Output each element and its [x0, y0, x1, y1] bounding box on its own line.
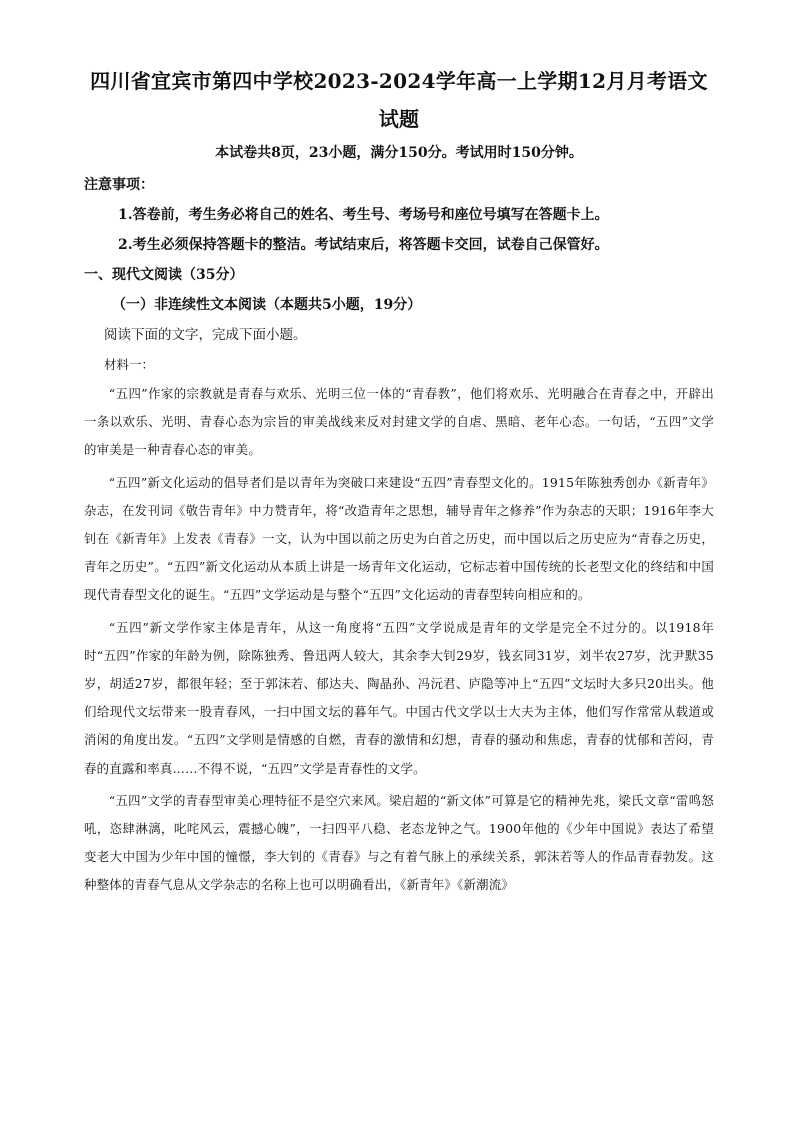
notice-heading: 注意事项：: [84, 177, 154, 193]
section-heading: 一、现代文阅读（35分）: [84, 267, 244, 283]
exam-subtitle: 本试卷共8页，23小题，满分150分。考试用时150分钟。: [215, 145, 583, 161]
subsection-heading: （一）非连续性文本阅读（本题共5小题，19分）: [112, 297, 422, 313]
reading-instruction: 阅读下面的文字，完成下面小题。: [104, 327, 307, 343]
exam-page: [84, 62, 714, 904]
paragraph-1: “五四”作家的宗教就是青春与欢乐、光明三位一体的“青春教”，他们将欢乐、光明融合在青春之中，开辟出一条以欢乐、光明、青春心态为宗旨的审美战线来反对封建文学的自虐、黑暗、老年心态。一句话，“五四”文学的审美是一种青春心态的审美。: [84, 386, 714, 458]
notice-item-2: 2.考生必须保持答题卡的整洁。考试结束后，将答题卡交回，试卷自己保管好。: [118, 237, 609, 253]
exam-title: 四川省宜宾市第四中学校2023-2024学年高一上学期12月月考语文试题: [90, 69, 708, 131]
material-label: 材料一：: [104, 357, 155, 372]
paragraph-4: “五四”文学的青春型审美心理特征不是空穴来风。梁启超的“新文体”可算是它的精神先兆，梁氏文章“雷鸣怒吼，恣肆淋漓，叱咤风云，震撼心魄”，一扫四平八稳、老态龙钟之气。1900年他的《少年中国说》表达了希望变老大中国为少年中国的憧憬，李大钊的《青春》与之有着气脉上的承续关系，郭沫若等人的作品青春勃发。这种整体的青春气息从文学杂志的名称上也可以明确看出，《新青年》《新潮流》: [84, 792, 714, 893]
paragraph-3: “五四”新文学作家主体是青年，从这一角度将“五四”文学说成是青年的文学是完全不过分的。以1918年时“五四”作家的年龄为例，除陈独秀、鲁迅两人较大，其余李大钊29岁，钱玄同31岁，刘半农27岁，沈尹默35岁，胡适27岁，都很年轻；至于郭沫若、郁达夫、陶晶孙、冯沅君、庐隐等冲上“五四”文坛时大多只20出头。他们给现代文坛带来一股青春风，一扫中国文坛的暮年气。中国古代文学以士大夫为主体，他们写作常常从载道或消闲的角度出发。“五四”文学则是情感的自燃，青春的激情和幻想，青春的骚动和焦虑，青春的忧郁和苦闷，青春的直露和率真……不得不说，“五四”文学是青春性的文学。: [84, 619, 714, 776]
notice-item-1: 1.答卷前，考生务必将自己的姓名、考生号、考场号和座位号填写在答题卡上。: [118, 207, 609, 223]
paragraph-2: “五四”新文化运动的倡导者们是以青年为突破口来建设“五四”青春型文化的。1915年陈独秀创办《新青年》杂志，在发刊词《敬告青年》中力赞青年，将“改造青年之思想，辅导青年之修养”作为杂志的天职；1916年李大钊在《新青年》上发表《青春》一文，认为中国以前之历史为白首之历史，而中国以后之历史应为“青春之历史，青年之历史”。“五四”新文化运动从本质上讲是一场青年文化运动，它标志着中国传统的长老型文化的终结和中国现代青春型文化的诞生。“五四”文学运动是与整个“五四”文化运动的青春型转向相应和的。: [84, 474, 714, 603]
